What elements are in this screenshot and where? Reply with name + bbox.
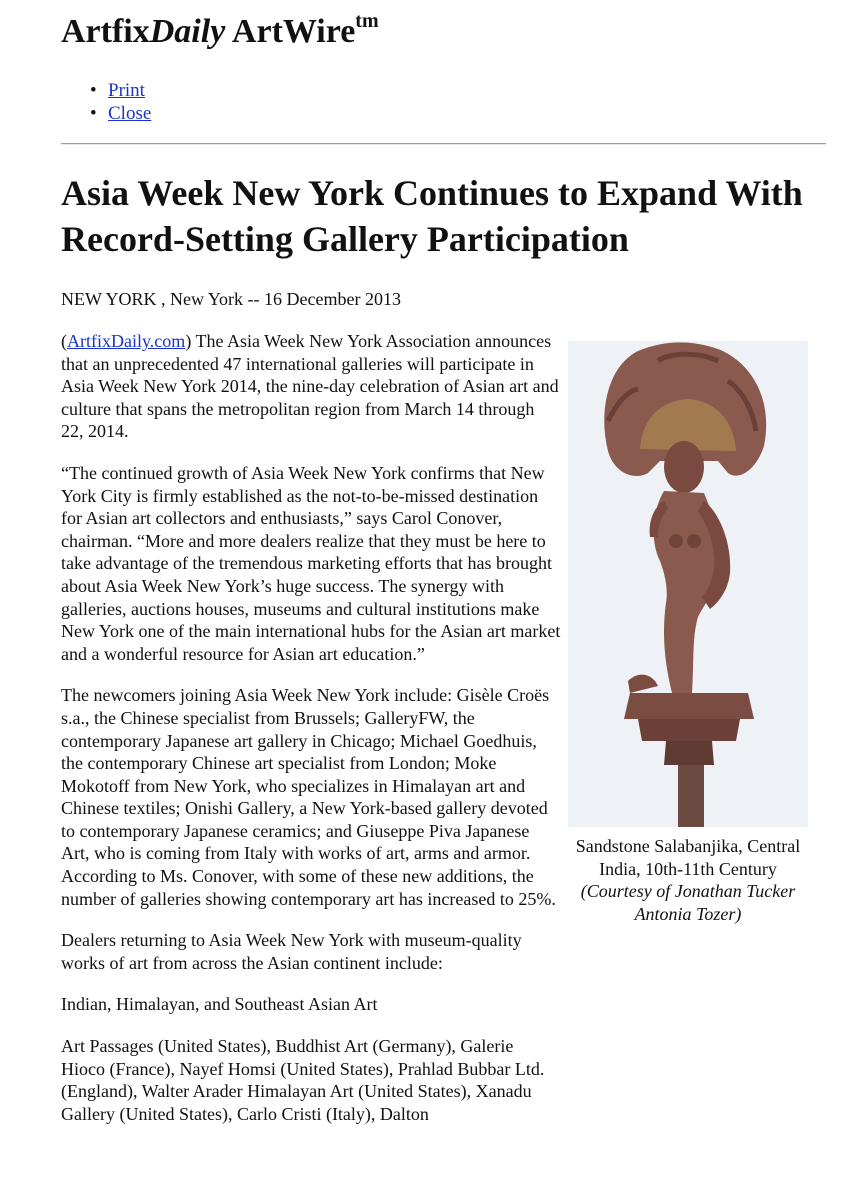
figure-caption: [568, 835, 808, 925]
section-heading-indian-himalayan: Indian, Himalayan, and Southeast Asian Art: [61, 994, 378, 1015]
nav-item-print: [90, 79, 151, 102]
header-divider: [61, 143, 826, 145]
article-dateline: NEW YORK , New York -- 16 December 2013: [61, 289, 401, 309]
paragraph-newcomers: The newcomers joining Asia Week New York include: Gisèle Croës s.a., the Chinese specialist from Brussels; GalleryFW, the contemporary Japanese art gallery in Chicago; Michael Goedhuis, the contemporary Chinese art specialist from London; Moke Mokotoff from New York, who specializes in Himalayan art and Chinese textiles; Onishi Gallery, a New York-based gallery devoted to contemporary Japanese ceramics; and Giuseppe Piva Japanese Art, who is coming from Italy with works of art, arms and armor. According to Ms. Conover, with some of these new additions, the number of galleries showing contemporary art has increased to 25%.: [61, 685, 556, 909]
paragraph-intro: (ArtfixDaily.com) The Asia Week New York Association announces that an unprecedented 47 international galleries will participate in Asia Week New York 2014, the nine-day celebration of Asian art and culture that spans the metropolitan region from March 14 through 22, 2014.: [61, 331, 559, 442]
print-link[interactable]: Print: [108, 80, 145, 101]
trademark-mark: tm: [355, 10, 379, 32]
article-headline: Asia Week New York Continues to Expand With Record-Setting Gallery Participation: [61, 173, 803, 259]
paragraph-dealer-list: Art Passages (United States), Buddhist Art (Germany), Galerie Hioco (France), Nayef Homsi (United States), Prahlad Bubbar Ltd. (England), Walter Arader Himalayan Art (United States), Xanadu Gallery (United States), Carlo Cristi (Italy), Dalton: [61, 1036, 545, 1124]
close-link[interactable]: Close: [108, 103, 152, 124]
sculpture-image: [568, 341, 808, 827]
site-masthead: ArtfixDaily ArtWire$^{tm}$: [61, 10, 379, 50]
article-body: [61, 330, 561, 1144]
caption-credit: (Courtesy of Jonathan Tucker Antonia Tozer): [580, 881, 796, 924]
page-actions: [90, 79, 151, 125]
paragraph-returning-dealers: Dealers returning to Asia Week New York with museum-quality works of art from across the Asian continent include:: [61, 930, 522, 973]
caption-title: Sandstone Salabanjika, Central India, 10th-11th Century: [575, 836, 801, 879]
paragraph-quote: “The continued growth of Asia Week New York confirms that New York City is firmly established as the not-to-be-missed destination for Asian art collectors and enthusiasts,” says Carol Conover, chairman. “More and more dealers realize that they must be here to take advantage of the tremendous marketing efforts that has brought about Asia Week New York’s huge success. The synergy with galleries, auctions houses, museums and cultural institutions make New York one of the main international hubs for the Asian art market and a wonderful resource for Asian art education.”: [61, 462, 561, 664]
article-figure: [568, 341, 808, 925]
nav-item-close: [90, 102, 151, 125]
source-link[interactable]: ArtfixDaily.com: [67, 331, 186, 351]
